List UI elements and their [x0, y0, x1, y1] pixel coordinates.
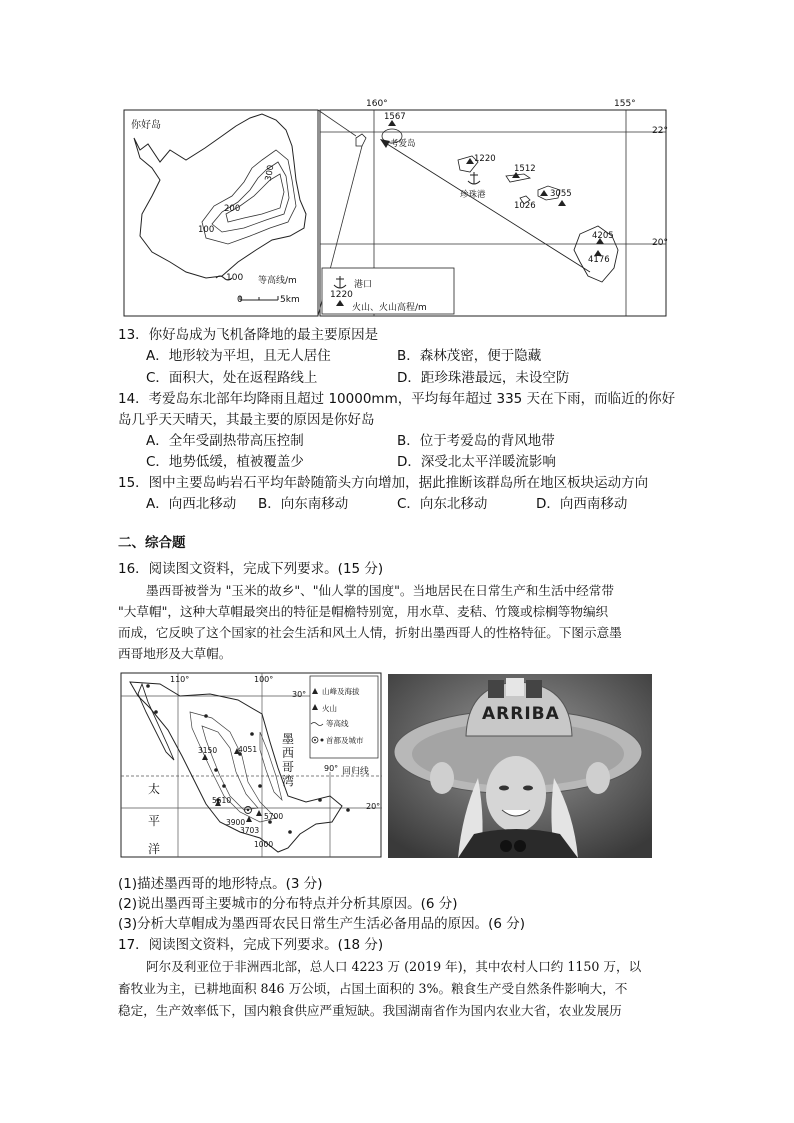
inset-legend-contour-text: 等高线/m [258, 276, 297, 286]
section-2-title: 二、综合题 [118, 535, 186, 551]
pacific-label-2: 平 [148, 814, 161, 828]
q16-para-line2: "大草帽"，这种大草帽最突出的特征是帽檐特别宽，用水草、麦秸、竹篾或棕榈等物编织 [118, 604, 609, 619]
mexico-elev-5610: 5610 [212, 796, 232, 805]
question-16-stem: 16．阅读图文资料，完成下列要求。(15 分) [118, 561, 384, 577]
kauai-elevation: 1567 [384, 112, 406, 122]
pacific-label-3: 洋 [148, 842, 161, 856]
figure-hawaii [0, 0, 794, 330]
q16-para-line3: 而成，它反映了这个国家的社会生活和风土人情，折射出墨西哥人的性格特征。下图示意墨 [118, 625, 622, 640]
elevation-1026: 1026 [514, 201, 536, 211]
q17-para-line3: 稳定，生产效率低下，国内粮食供应严重短缺。我国湖南省作为国内农业大省，农业发展历 [118, 1003, 622, 1018]
inset-legend-contour-value: 100 [226, 273, 244, 283]
question-17-stem: 17．阅读图文资料，完成下列要求。(18 分) [118, 937, 384, 953]
mexico-elev-5700: 5700 [264, 812, 284, 821]
mexico-lon-110: 110° [170, 675, 190, 684]
pacific-label-1: 太 [148, 782, 161, 796]
sombrero-photo [388, 674, 652, 858]
q14-option-b: B．位于考爱岛的背风地带 [397, 433, 555, 449]
hat-text-arriba: ARRIBA [482, 704, 560, 724]
sombrero-photo-svg [388, 674, 652, 858]
legend-city-text: 首都及城市 [326, 736, 364, 745]
mexico-lat-20: 20° [366, 802, 381, 811]
elevation-3055: 3055 [550, 189, 572, 199]
pearl-harbor-label: 珍珠港 [460, 190, 486, 200]
mexico-elev-4051: 4051 [238, 745, 258, 754]
legend-contour-text: 等高线 [326, 719, 349, 728]
q16-sub-1: (1)描述墨西哥的地形特点。(3 分) [118, 876, 323, 892]
elevation-4205: 4205 [592, 231, 614, 241]
gulf-label-4: 湾 [282, 774, 295, 788]
q13-option-c: C．面积大，处在返程路线上 [146, 370, 318, 386]
gulf-label-1: 墨 [282, 732, 295, 746]
q15-option-a: A．向西北移动 [146, 496, 237, 512]
inset-contour-200: 200 [224, 204, 241, 214]
gulf-label-3: 哥 [282, 760, 295, 774]
tropic-label: 回归线 [342, 767, 370, 777]
q14-option-a: A．全年受副热带高压控制 [146, 433, 304, 449]
question-14-stem-line1: 14．考爱岛东北部年均降雨且超过 10000mm，平均每年超过 335 天在下雨，而临近的你好 [118, 391, 676, 407]
q13-option-a: A．地形较为平坦，且无人居住 [146, 348, 331, 364]
lon-label-160: 160° [366, 99, 388, 109]
gulf-label-2: 西 [282, 746, 295, 760]
q16-sub-3: (3)分析大草帽成为墨西哥农民日常生产生活必备用品的原因。(6 分) [118, 916, 526, 932]
question-15-stem: 15．图中主要岛屿岩石平均年龄随箭头方向增加，据此推断该群岛所在地区板块运动方向 [118, 475, 649, 491]
question-13-stem: 13．你好岛成为飞机备降地的最主要原因是 [118, 327, 379, 343]
elevation-1512: 1512 [514, 164, 536, 174]
q16-para-line4: 西哥地形及大草帽。 [118, 646, 232, 661]
q17-para-line2: 畜牧业为主，已耕地面积 846 万公顷，占国土面积的 3%。粮食生产受自然条件影响大，不 [118, 981, 628, 996]
lat-label-22: 22° [652, 126, 668, 136]
q14-option-d: D．深受北太平洋暖流影响 [397, 454, 556, 470]
mexico-elev-3900: 3900 [226, 818, 246, 827]
q16-sub-2: (2)说出墨西哥主要城市的分布特点并分析其原因。(6 分) [118, 896, 458, 912]
inset-island-label: 你好岛 [131, 120, 161, 131]
inset-contour-100: 100 [198, 225, 215, 235]
mexico-lon-100: 100° [254, 675, 274, 684]
q15-option-c: C．向东北移动 [397, 496, 488, 512]
mexico-map [120, 672, 382, 858]
legend-volcano-value: 1220 [330, 290, 353, 300]
legend-volcano-text: 火山 [322, 704, 337, 713]
hawaii-map-svg [0, 0, 794, 330]
inset-scale-end: 5km [280, 295, 300, 305]
lon-label-155: 155° [614, 99, 636, 109]
mexico-lat-30: 30° [292, 690, 307, 699]
q13-option-d: D．距珍珠港最远，未设空防 [397, 370, 570, 386]
inset-contour-300: 300 [263, 164, 277, 182]
inset-scale-zero: 0 [237, 295, 243, 305]
elevation-4176: 4176 [588, 255, 610, 265]
mexico-elev-1000: 1000 [254, 840, 274, 849]
q13-option-b: B．森林茂密，便于隐藏 [397, 348, 542, 364]
legend-volcano-text: 火山、火山高程/m [352, 303, 427, 313]
q16-para-line1: 墨西哥被誉为 "玉米的故乡"、"仙人掌的国度"。当地居民在日常生产和生活中经常带 [146, 583, 614, 598]
lat-label-20: 20° [652, 238, 668, 248]
question-14-stem-line2: 岛几乎天天晴天，其最主要的原因是你好岛 [118, 412, 375, 428]
kauai-name: 考爱岛 [390, 139, 416, 149]
q17-para-line1: 阿尔及利亚位于非洲西北部，总人口 4223 万 (2019 年)，其中农村人口约 1150 万，以 [146, 959, 642, 974]
legend-port-text: 港口 [354, 280, 373, 290]
legend-peak-text: 山峰及海拔 [322, 687, 360, 696]
mexico-lon-90: 90° [324, 764, 339, 773]
q15-option-d: D．向西南移动 [536, 496, 628, 512]
q15-option-b: B．向东南移动 [258, 496, 349, 512]
elevation-1220: 1220 [474, 154, 496, 164]
q14-option-c: C．地势低缓，植被覆盖少 [146, 454, 304, 470]
mexico-elev-3150: 3150 [198, 746, 218, 755]
mexico-elev-3703: 3703 [240, 826, 260, 835]
